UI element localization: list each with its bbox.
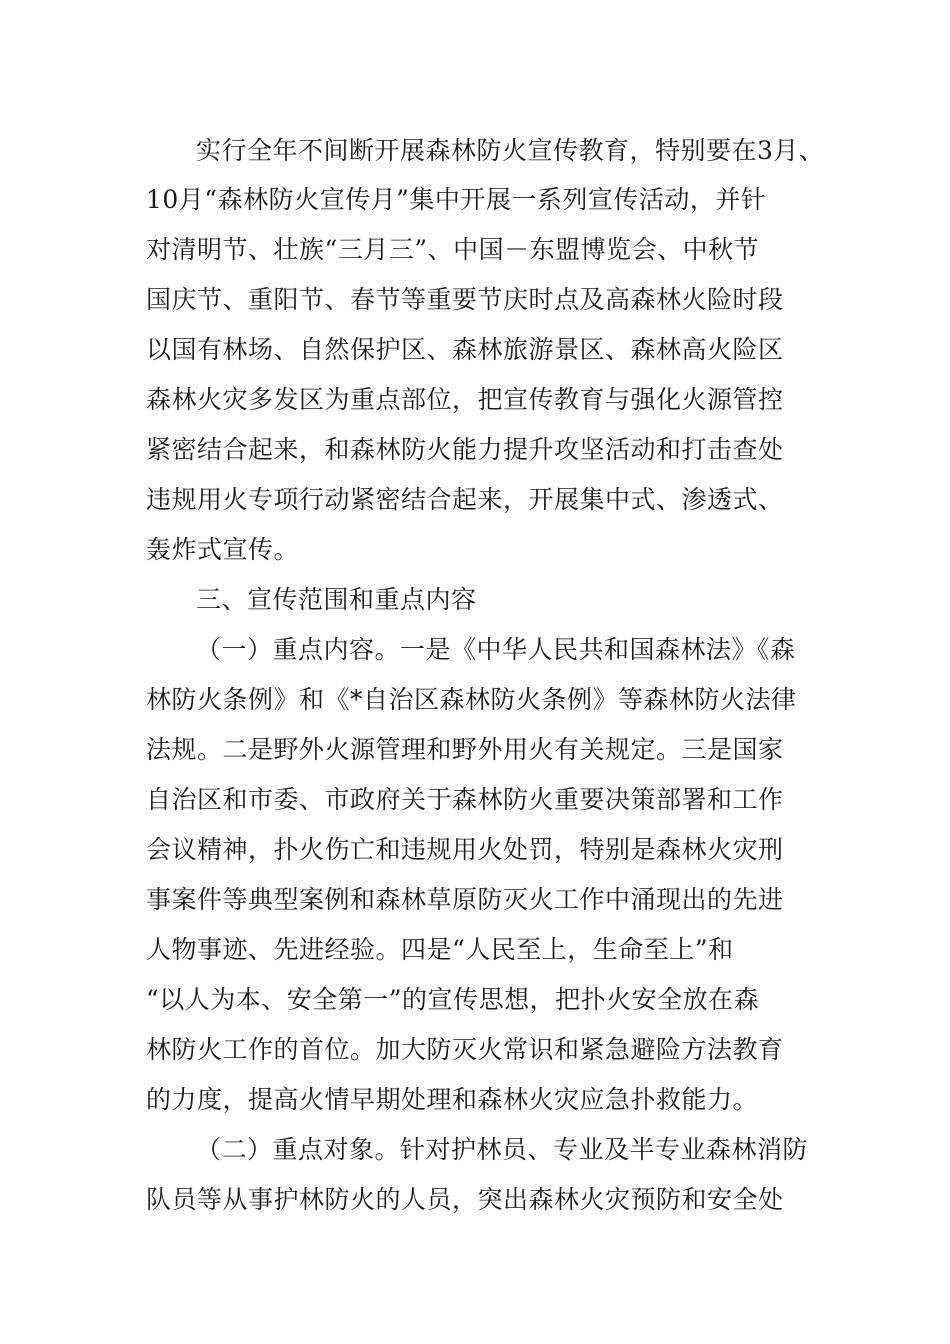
paragraph-line: 紧密结合起来，和森林防火能力提升攻坚活动和打击查处	[146, 435, 784, 464]
paragraph-line: 林防火条例》和《*自治区森林防火条例》等森林防火法律	[146, 685, 797, 714]
paragraph-line: 人物事迹、先进经验。四是“人民至上，生命至上”和	[146, 935, 734, 964]
paragraph-line: 队员等从事护林防火的人员，突出森林火灾预防和安全处	[146, 1185, 784, 1214]
paragraph-line: 自治区和市委、市政府关于森林防火重要决策部署和工作	[146, 785, 784, 814]
paragraph-line: （二）重点对象。针对护林员、专业及半专业森林消防	[196, 1135, 809, 1164]
paragraph-line: 10月“森林防火宣传月”集中开展一系列宣传活动，并针	[146, 185, 767, 214]
section-heading: 三、宣传范围和重点内容	[196, 585, 477, 614]
paragraph-line: 实行全年不间断开展森林防火宣传教育，特别要在3月、	[196, 136, 825, 165]
paragraph-line: 国庆节、重阳节、春节等重要节庆时点及高森林火险时段	[146, 285, 784, 314]
paragraph-line: 的力度，提高火情早期处理和森林火灾应急扑救能力。	[146, 1085, 759, 1114]
paragraph-line: “以人为本、安全第一”的宣传思想，把扑火安全放在森	[146, 985, 760, 1014]
paragraph-line: 违规用火专项行动紧密结合起来，开展集中式、渗透式、	[146, 485, 784, 514]
paragraph-line: 事案件等典型案例和森林草原防灭火工作中涌现出的先进	[146, 885, 784, 914]
paragraph-line: 法规。二是野外火源管理和野外用火有关规定。三是国家	[146, 735, 784, 764]
paragraph-line: 轰炸式宣传。	[146, 535, 300, 564]
paragraph-line: 森林火灾多发区为重点部位，把宣传教育与强化火源管控	[146, 385, 784, 414]
paragraph-line: 对清明节、壮族“三月三”、中国－东盟博览会、中秋节	[146, 235, 760, 264]
paragraph-line: 林防火工作的首位。加大防灭火常识和紧急避险方法教育	[146, 1035, 784, 1064]
paragraph-line: 会议精神，扑火伤亡和违规用火处罚，特别是森林火灾刑	[146, 835, 784, 864]
paragraph-line: （一）重点内容。一是《中华人民共和国森林法》《森	[196, 635, 796, 664]
paragraph-line: 以国有林场、自然保护区、森林旅游景区、森林高火险区	[146, 335, 784, 364]
